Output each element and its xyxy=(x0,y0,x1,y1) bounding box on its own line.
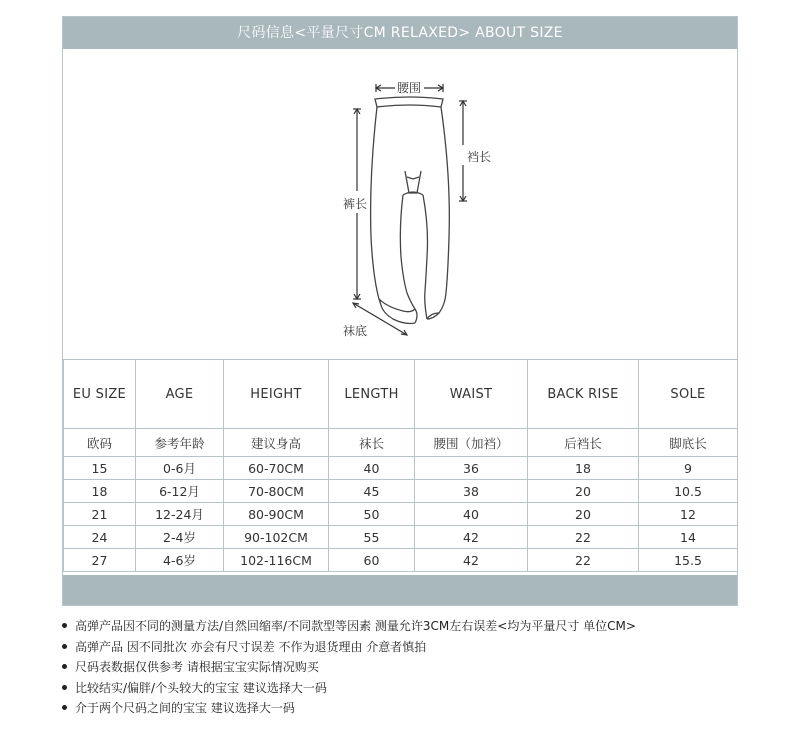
list-item xyxy=(62,637,762,658)
table-cell: 0-6月 xyxy=(136,457,224,480)
header-cn-height: 建议身高 xyxy=(224,429,329,457)
header-back-rise: BACK RISE xyxy=(528,360,639,429)
table-header-row xyxy=(64,360,738,429)
table-row xyxy=(64,457,738,480)
table-cell: 14 xyxy=(639,526,738,549)
table-cell: 90-102CM xyxy=(224,526,329,549)
table-cell: 42 xyxy=(415,526,528,549)
note-text: 尺码表数据仅供参考 请根据宝宝实际情况购买 xyxy=(75,660,319,674)
table-cell: 40 xyxy=(415,503,528,526)
header-cn-length: 袜长 xyxy=(329,429,415,457)
table-cell: 20 xyxy=(528,503,639,526)
table-cell: 10.5 xyxy=(639,480,738,503)
table-row xyxy=(64,480,738,503)
rise-label: 裆长 xyxy=(467,150,492,164)
list-item xyxy=(62,616,762,637)
table-cell: 12-24月 xyxy=(136,503,224,526)
size-chart-panel xyxy=(62,16,738,606)
tights-measurement-diagram xyxy=(323,67,503,367)
table-cell: 18 xyxy=(64,480,136,503)
header-waist: WAIST xyxy=(415,360,528,429)
table-cell: 38 xyxy=(415,480,528,503)
table-cell: 60-70CM xyxy=(224,457,329,480)
table-cell: 18 xyxy=(528,457,639,480)
table-row xyxy=(64,503,738,526)
header-sole: SOLE xyxy=(639,360,738,429)
note-text: 高弹产品 因不同批次 亦会有尺寸误差 不作为退货理由 介意者慎拍 xyxy=(75,639,427,654)
sole-label: 袜底 xyxy=(343,324,368,338)
table-cell: 42 xyxy=(415,549,528,572)
table-cell: 102-116CM xyxy=(224,549,329,572)
tights-outline xyxy=(371,97,450,324)
size-table xyxy=(63,359,738,572)
table-cell: 22 xyxy=(528,526,639,549)
header-cn-age: 参考年龄 xyxy=(136,429,224,457)
note-text: 比较结实/偏胖/个头较大的宝宝 建议选择大一码 xyxy=(75,680,327,695)
table-row xyxy=(64,526,738,549)
table-cell: 50 xyxy=(329,503,415,526)
table-cell: 36 xyxy=(415,457,528,480)
table-cell: 20 xyxy=(528,480,639,503)
table-cell: 15.5 xyxy=(639,549,738,572)
table-cell: 70-80CM xyxy=(224,480,329,503)
header-cn-waist: 腰围（加裆） xyxy=(415,429,528,457)
table-cell: 6-12月 xyxy=(136,480,224,503)
bullet-icon xyxy=(62,705,67,710)
table-cell: 21 xyxy=(64,503,136,526)
table-cell: 15 xyxy=(64,457,136,480)
header-eu-size: EU SIZE xyxy=(64,360,136,429)
list-item xyxy=(62,698,762,719)
table-cell: 45 xyxy=(329,480,415,503)
bullet-icon xyxy=(62,644,67,649)
bullet-icon xyxy=(62,685,67,690)
size-notes-list xyxy=(62,616,762,719)
length-label: 裤长 xyxy=(343,197,368,211)
list-item xyxy=(62,657,762,678)
bullet-icon xyxy=(62,664,67,669)
size-chart-footer-bar xyxy=(63,575,737,605)
table-cell: 12 xyxy=(639,503,738,526)
bullet-icon xyxy=(62,623,67,628)
header-length: LENGTH xyxy=(329,360,415,429)
table-cell: 4-6岁 xyxy=(136,549,224,572)
table-row xyxy=(64,549,738,572)
table-cell: 60 xyxy=(329,549,415,572)
table-cell: 2-4岁 xyxy=(136,526,224,549)
size-chart-header: 尺码信息<平量尺寸CM RELAXED> ABOUT SIZE xyxy=(63,17,737,49)
table-cell: 40 xyxy=(329,457,415,480)
waist-label: 腰围 xyxy=(396,81,422,95)
note-text: 介于两个尺码之间的宝宝 建议选择大一码 xyxy=(75,701,295,715)
table-cell: 80-90CM xyxy=(224,503,329,526)
header-cn-back-rise: 后裆长 xyxy=(528,429,639,457)
header-height: HEIGHT xyxy=(224,360,329,429)
table-cell: 22 xyxy=(528,549,639,572)
list-item xyxy=(62,678,762,699)
header-cn-eu-size: 欧码 xyxy=(64,429,136,457)
table-cell: 24 xyxy=(64,526,136,549)
table-cell: 9 xyxy=(639,457,738,480)
header-cn-sole: 脚底长 xyxy=(639,429,738,457)
rise-measure-arrow xyxy=(459,101,467,201)
note-text: 高弹产品因不同的测量方法/自然回缩率/不同款型等因素 测量允许3CM左右误差<均为平量尺寸 单位CM> xyxy=(75,619,636,633)
table-header-cn-row xyxy=(64,429,738,457)
header-age: AGE xyxy=(136,360,224,429)
table-cell: 27 xyxy=(64,549,136,572)
table-cell: 55 xyxy=(329,526,415,549)
